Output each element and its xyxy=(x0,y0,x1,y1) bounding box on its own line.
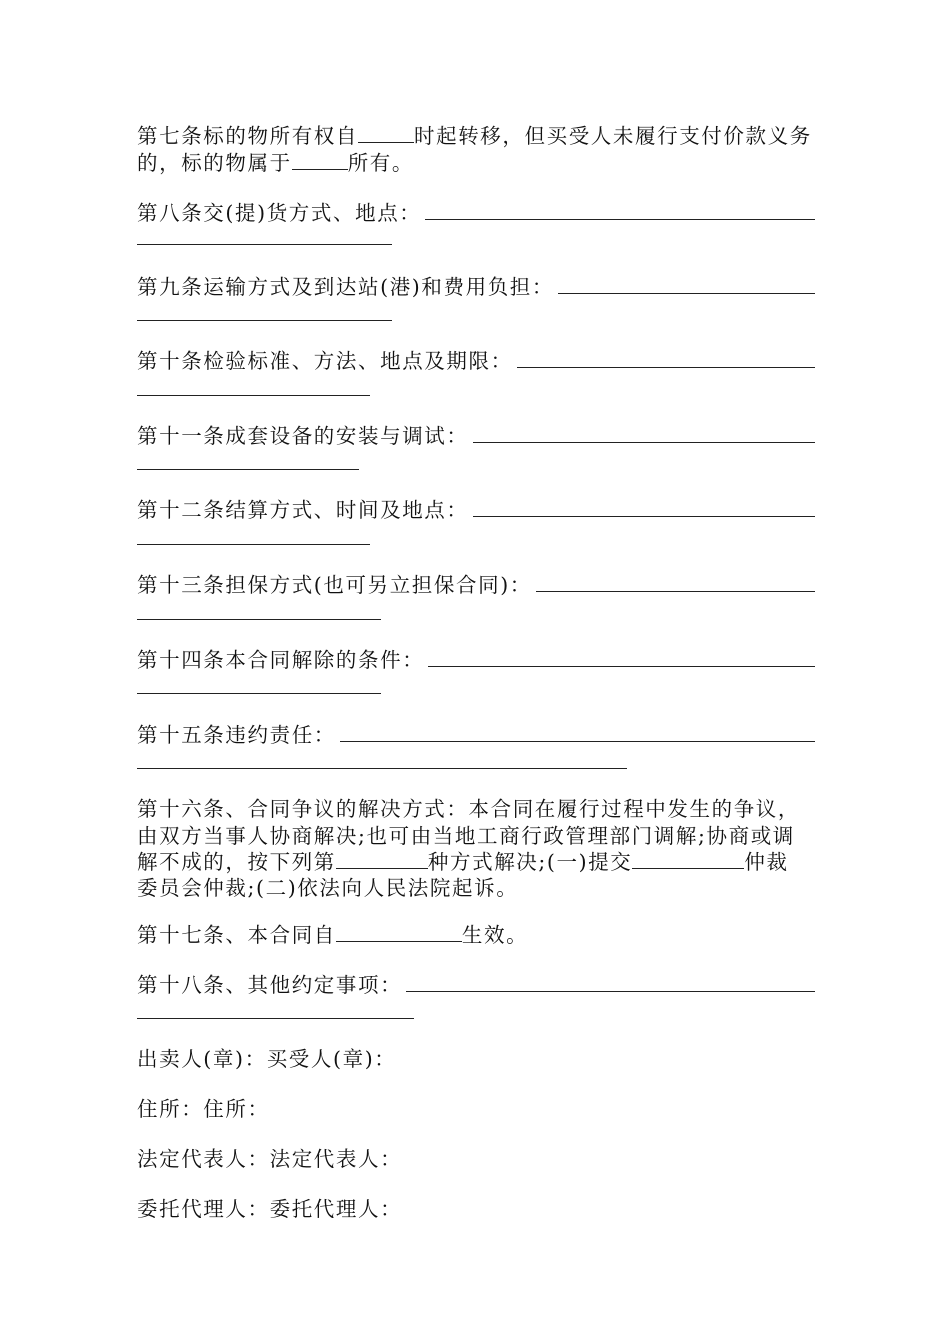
clause-9-label: 第九条运输方式及到达站(港)和费用负担： xyxy=(137,275,554,299)
clause-14-fill-line[interactable] xyxy=(428,646,815,667)
clause-16-blank-method[interactable] xyxy=(336,848,428,869)
clause-12-fill-line[interactable] xyxy=(473,496,816,517)
clause-16-text-1: 解不成的，按下列第 xyxy=(137,850,336,874)
clause-18-label: 第十八条、其他约定事项： xyxy=(137,973,403,997)
clause-7-text-4: 所有。 xyxy=(347,151,415,175)
clause-16-blank-arbitration[interactable] xyxy=(632,848,744,869)
clause-9-fill-line[interactable] xyxy=(558,273,815,294)
clause-15-fill-line[interactable] xyxy=(340,721,815,742)
clause-7-text-1: 第七条标的物所有权自 xyxy=(137,124,358,148)
signature-seal: 出卖人(章)：买受人(章)： xyxy=(137,1047,397,1071)
clause-16-text-2: 种方式解决;(一)提交 xyxy=(427,850,633,874)
clause-17-blank[interactable] xyxy=(336,921,462,942)
clause-8-label: 第八条交(提)货方式、地点： xyxy=(137,201,422,225)
clause-17 xyxy=(137,920,528,950)
clause-7-line-2 xyxy=(137,148,414,178)
clause-18-fill-line-cont[interactable] xyxy=(137,1018,414,1019)
clause-7-line-1 xyxy=(137,121,812,151)
clause-14 xyxy=(137,645,815,675)
clause-7-text-3: 的，标的物属于 xyxy=(137,151,292,175)
clause-13 xyxy=(137,570,815,600)
clause-8-fill-line-cont[interactable] xyxy=(137,244,392,245)
clause-16-text-3: 仲裁 xyxy=(744,850,789,874)
clause-7-text-2: 时起转移，但买受人未履行支付价款义务 xyxy=(414,124,812,148)
clause-10 xyxy=(137,346,815,376)
signature-address: 住所：住所： xyxy=(137,1097,270,1121)
clause-18 xyxy=(137,970,815,1000)
clause-8-fill-line[interactable] xyxy=(425,199,815,220)
clause-7-blank-2[interactable] xyxy=(292,149,348,170)
clause-15-label: 第十五条违约责任： xyxy=(137,723,336,747)
clause-10-label: 第十条检验标准、方法、地点及期限： xyxy=(137,349,513,373)
clause-10-fill-line-cont[interactable] xyxy=(137,395,370,396)
signature-legal-rep: 法定代表人：法定代表人： xyxy=(137,1147,403,1171)
clause-12-label: 第十二条结算方式、时间及地点： xyxy=(137,498,469,522)
clause-9 xyxy=(137,272,815,302)
clause-16-line-2: 由双方当事人协商解决;也可由当地工商行政管理部门调解;协商或调 xyxy=(137,824,795,848)
clause-12 xyxy=(137,495,815,525)
clause-17-text-2: 生效。 xyxy=(461,923,529,947)
clause-17-text-1: 第十七条、本合同自 xyxy=(137,923,336,947)
clause-13-label: 第十三条担保方式(也可另立担保合同)： xyxy=(137,573,532,597)
clause-16-line-4: 委员会仲裁;(二)依法向人民法院起诉。 xyxy=(137,876,519,900)
clause-15 xyxy=(137,720,815,750)
clause-11-fill-line[interactable] xyxy=(473,422,816,443)
clause-12-fill-line-cont[interactable] xyxy=(137,544,370,545)
signature-agent: 委托代理人：委托代理人： xyxy=(137,1197,403,1221)
clause-16-line-1: 第十六条、合同争议的解决方式：本合同在履行过程中发生的争议， xyxy=(137,797,800,821)
clause-14-label: 第十四条本合同解除的条件： xyxy=(137,648,425,672)
clause-11-fill-line-cont[interactable] xyxy=(137,469,359,470)
clause-7-blank-1[interactable] xyxy=(358,122,414,143)
clause-13-fill-line-cont[interactable] xyxy=(137,619,381,620)
clause-8 xyxy=(137,198,815,228)
clause-15-fill-line-cont[interactable] xyxy=(137,768,627,769)
clause-11 xyxy=(137,421,815,451)
clause-11-label: 第十一条成套设备的安装与调试： xyxy=(137,424,469,448)
clause-13-fill-line[interactable] xyxy=(536,571,815,592)
clause-10-fill-line[interactable] xyxy=(517,347,815,368)
clause-18-fill-line[interactable] xyxy=(406,971,815,992)
clause-14-fill-line-cont[interactable] xyxy=(137,693,381,694)
clause-9-fill-line-cont[interactable] xyxy=(137,320,392,321)
